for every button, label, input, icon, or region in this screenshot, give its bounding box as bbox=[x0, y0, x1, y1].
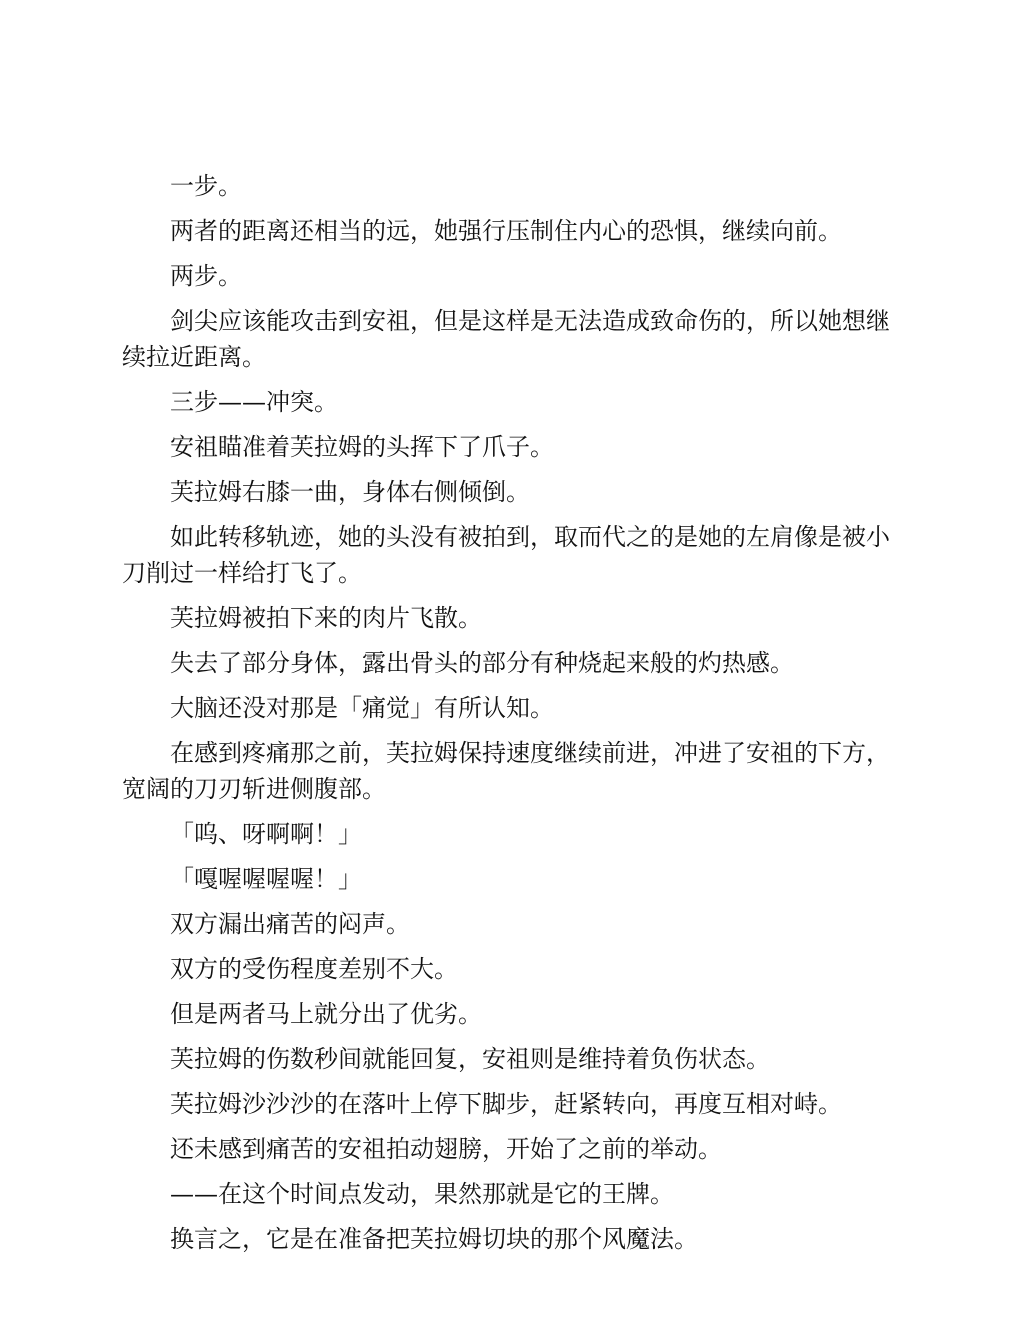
paragraph: 在感到疼痛那之前，芙拉姆保持速度继续前进，冲进了安祖的下方，宽阔的刀刃斩进侧腹部。 bbox=[122, 739, 890, 803]
paragraph: 一步。 bbox=[170, 172, 242, 200]
paragraph: 但是两者马上就分出了优劣。 bbox=[170, 1000, 482, 1028]
paragraph: 大脑还没对那是「痛觉」有所认知。 bbox=[170, 694, 554, 722]
paragraph: 芙拉姆被拍下来的肉片飞散。 bbox=[170, 604, 482, 632]
paragraph: 两步。 bbox=[170, 262, 242, 290]
paragraph: 失去了部分身体，露出骨头的部分有种烧起来般的灼热感。 bbox=[170, 649, 794, 677]
paragraph: 剑尖应该能攻击到安祖，但是这样是无法造成致命伤的，所以她想继续拉近距离。 bbox=[122, 307, 890, 371]
paragraph: 双方漏出痛苦的闷声。 bbox=[170, 910, 410, 938]
paragraph: 三步——冲突。 bbox=[170, 388, 338, 416]
dialogue-line: 「嘎喔喔喔喔！」 bbox=[170, 865, 362, 893]
paragraph: 芙拉姆的伤数秒间就能回复，安祖则是维持着负伤状态。 bbox=[170, 1045, 770, 1073]
paragraph: ——在这个时间点发动，果然那就是它的王牌。 bbox=[170, 1180, 674, 1208]
paragraph: 双方的受伤程度差别不大。 bbox=[170, 955, 458, 983]
paragraph: 还未感到痛苦的安祖拍动翅膀，开始了之前的举动。 bbox=[170, 1135, 722, 1163]
dialogue-line: 「呜、呀啊啊！」 bbox=[170, 820, 362, 848]
text-body bbox=[122, 168, 902, 1266]
paragraph: 如此转移轨迹，她的头没有被拍到，取而代之的是她的左肩像是被小刀削过一样给打飞了。 bbox=[122, 523, 890, 587]
paragraph: 换言之，它是在准备把芙拉姆切块的那个风魔法。 bbox=[170, 1225, 698, 1253]
paragraph: 芙拉姆右膝一曲，身体右侧倾倒。 bbox=[170, 478, 530, 506]
paragraph: 安祖瞄准着芙拉姆的头挥下了爪子。 bbox=[170, 433, 554, 461]
paragraph: 芙拉姆沙沙沙的在落叶上停下脚步，赶紧转向，再度互相对峙。 bbox=[170, 1090, 842, 1118]
paragraph: 两者的距离还相当的远，她强行压制住内心的恐惧，继续向前。 bbox=[170, 217, 842, 245]
